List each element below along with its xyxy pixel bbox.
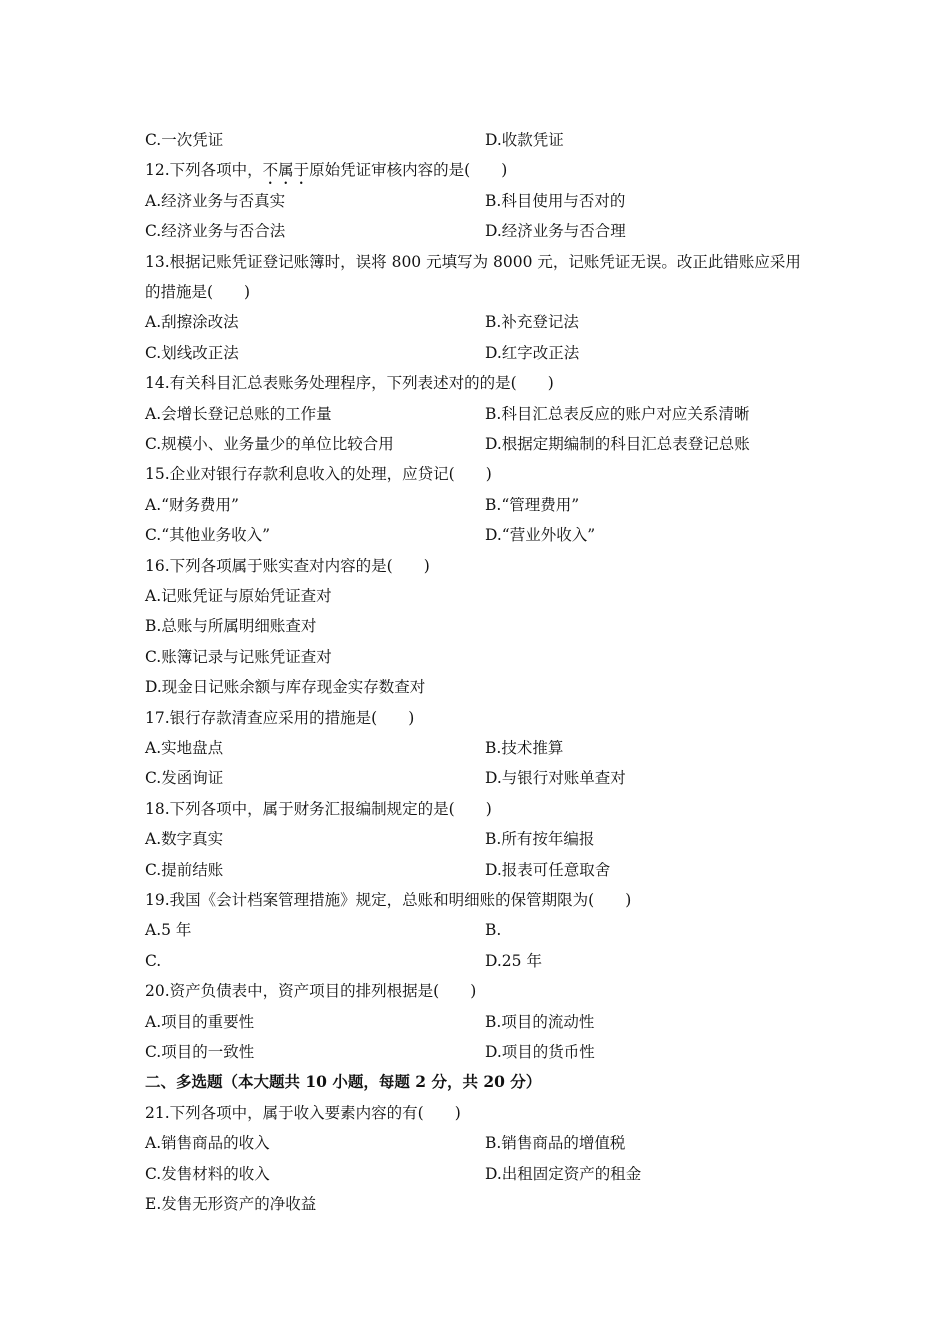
option-right: D.收款凭证 (485, 131, 564, 149)
option-left: A.5 年 (145, 921, 192, 940)
question-text: 16.下列各项属于账实查对内容的是( ) (145, 556, 430, 575)
option-right: D.根据定期编制的科目汇总表登记总账 (485, 435, 750, 453)
option-left: C. (145, 951, 162, 970)
option-right: D.报表可任意取舍 (485, 860, 611, 879)
question-text: B.总账与所属明细账查对 (145, 617, 317, 636)
question-text: 13.根据记账凭证登记账簿时，误将 800 元填写为 8000 元，记账凭证无误。改正此错账应采用 (145, 252, 801, 271)
question-text: A.记账凭证与原始凭证查对 (145, 587, 332, 605)
question-text: 20.资产负债表中，资产项目的排列根据是( ) (145, 982, 477, 1001)
option-left: A.项目的重要性 (145, 1012, 255, 1031)
question-text (145, 155, 507, 185)
option-right: D.25 年 (485, 951, 542, 970)
question-text: C.账簿记录与记账凭证查对 (145, 647, 332, 666)
option-left: A.会增长登记总账的工作量 (145, 404, 332, 423)
question-text: 14.有关科目汇总表账务处理程序，下列表述对的的是( ) (145, 374, 554, 393)
option-left: C.经济业务与否合法 (145, 222, 286, 241)
question-text: 19.我国《会计档案管理措施》规定，总账和明细账的保管期限为( ) (145, 891, 632, 909)
question-text-part: 原始凭证审核内容的是( ) (309, 161, 508, 180)
option-right: D.“营业外收入” (485, 526, 596, 545)
option-left: C.一次凭证 (145, 131, 224, 149)
option-right: B.“管理费用” (485, 495, 580, 514)
option-left: C.划线改正法 (145, 343, 239, 362)
section-heading: 二、多选题（本大题共 10 小题，每题 2 分，共 20 分） (145, 1072, 542, 1092)
option-right: B.销售商品的增值税 (485, 1134, 626, 1153)
option-left: A.刮擦涂改法 (145, 313, 239, 332)
option-right: B.科目使用与否对的 (485, 191, 626, 210)
option-left: A.“财务费用” (145, 495, 239, 514)
question-text: 17.银行存款清查应采用的措施是( ) (145, 708, 415, 727)
question-text-part: 12.下列各项中， (145, 161, 263, 180)
option-left: A.经济业务与否真实 (145, 191, 286, 210)
option-right: B.补充登记法 (485, 313, 579, 332)
option-right: B.技术推算 (485, 739, 564, 757)
option-left: A.销售商品的收入 (145, 1134, 270, 1153)
option-left: C.提前结账 (145, 860, 224, 879)
option-left: C.发函询证 (145, 769, 224, 788)
option-left: C.发售材料的收入 (145, 1164, 270, 1183)
option-right: D.项目的货币性 (485, 1043, 595, 1061)
question-text: 15.企业对银行存款利息收入的处理，应贷记( ) (145, 465, 492, 484)
option-left: C.规模小、业务量少的单位比较合用 (145, 435, 394, 453)
option-left: A.数字真实 (145, 830, 224, 849)
emphasized-text: 不属于 (262, 161, 310, 180)
option-left: A.实地盘点 (145, 739, 224, 757)
option-right: B.科目汇总表反应的账户对应关系清晰 (485, 404, 750, 423)
option-right: B.所有按年编报 (485, 830, 595, 849)
question-text: D.现金日记账余额与库存现金实存数查对 (145, 678, 426, 697)
option-right: B. (485, 921, 502, 940)
option-right: D.出租固定资产的租金 (485, 1164, 642, 1183)
option-left: C.项目的一致性 (145, 1043, 255, 1061)
option-right: B.项目的流动性 (485, 1012, 595, 1031)
question-text: 18.下列各项中，属于财务汇报编制规定的是( ) (145, 799, 492, 818)
option-right: D.与银行对账单查对 (485, 769, 626, 788)
question-text: 21.下列各项中，属于收入要素内容的有( ) (145, 1103, 461, 1122)
question-text: E.发售无形资产的净收益 (145, 1195, 317, 1213)
option-right: D.红字改正法 (485, 343, 580, 362)
question-text: 的措施是( ) (145, 283, 251, 301)
option-right: D.经济业务与否合理 (485, 222, 626, 241)
option-left: C.“其他业务收入” (145, 526, 271, 545)
